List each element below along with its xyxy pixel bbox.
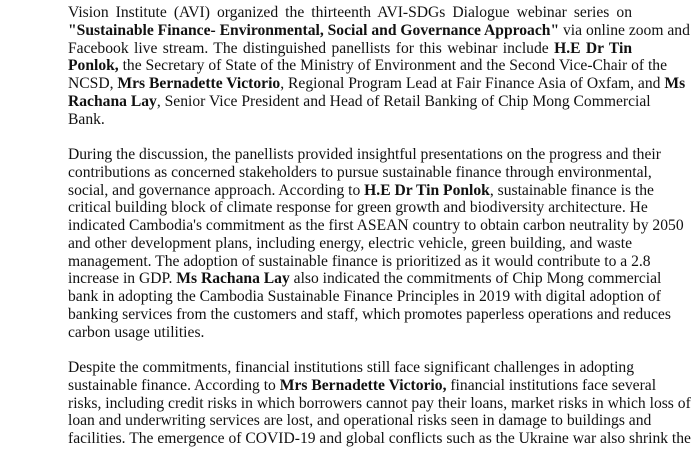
text-line xyxy=(68,111,632,129)
text-segment: facilities. The emergence of COVID-19 and global conflicts such as the Ukraine war also shrink the xyxy=(68,430,691,447)
bold-text: Ponlok, xyxy=(68,57,119,75)
text-segment: risks, including credit risks in which borrowers cannot pay their loans, market risks in which loss of xyxy=(68,394,691,412)
document-body xyxy=(68,4,691,466)
text-segment: via online zoom and xyxy=(559,21,690,39)
text-line xyxy=(68,412,652,430)
text-line xyxy=(68,430,691,448)
text-line xyxy=(68,288,661,306)
text-segment: loan and underwriting services are lost, and operational risks seen in damage to buildings and xyxy=(68,412,652,430)
text-line xyxy=(68,57,668,75)
text-line xyxy=(68,92,651,111)
text-segment: financial institutions face several xyxy=(446,376,657,394)
bold-text: Mrs Bernadette Victorio, xyxy=(279,376,447,394)
bold-text: H.E Dr Tin Ponlok xyxy=(364,181,490,199)
text-segment: increase in GDP. xyxy=(68,270,177,288)
text-line xyxy=(68,181,654,200)
text-segment: , Senior Vice President and Head of Retail Banking of Chip Mong Commercial xyxy=(156,92,651,110)
text-segment: the Secretary of State of the Ministry of Environment and the Second Vice-Chair of the xyxy=(118,57,668,75)
text-segment: social, and governance approach. According to xyxy=(68,181,365,199)
text-line xyxy=(68,4,632,22)
text-line xyxy=(68,217,684,235)
text-segment: management. The adoption of sustainable finance is prioritized as it would contribute to a 2.8 xyxy=(68,252,651,270)
text-line xyxy=(68,376,657,395)
text-line xyxy=(68,199,648,217)
text-line xyxy=(68,40,632,58)
bold-text: Rachana Lay xyxy=(68,92,157,110)
bold-text: "Sustainable Finance- Environmental, Social and Governance Approach" xyxy=(68,21,560,39)
paragraph xyxy=(68,4,690,128)
text-line xyxy=(68,252,651,271)
text-segment: carbon usage utilities. xyxy=(68,323,205,341)
text-line xyxy=(68,235,632,253)
text-segment: Bank. xyxy=(68,110,105,128)
text-segment: During the discussion, the panellists provided insightful presentations on the progress and their xyxy=(68,146,661,163)
text-segment: NCSD, xyxy=(68,75,118,92)
bold-text: Ms xyxy=(664,75,686,92)
text-line xyxy=(68,305,671,324)
text-segment: indicated Cambodia's commitment as the first ASEAN country to obtain carbon neutrality by 2050 xyxy=(68,217,684,234)
text-line xyxy=(68,146,661,164)
text-segment: Vision Institute (AVI) organized the thirteenth AVI-SDGs Dialogue webinar series on xyxy=(68,4,632,21)
text-line xyxy=(68,21,690,40)
text-segment: also indicated the commitments of Chip Mong commercial xyxy=(289,270,662,288)
text-segment: sustainable finance. According to xyxy=(68,376,280,394)
text-segment: banking services from the customers and staff, which promotes paperless operations and reduces xyxy=(68,305,671,323)
text-line xyxy=(68,359,635,377)
text-line xyxy=(68,75,686,93)
text-line xyxy=(68,394,691,413)
bold-text: Ms Rachana Lay xyxy=(176,270,290,288)
text-line xyxy=(68,324,632,342)
text-segment: critical building block of climate response for green growth and biodiversity architecture. He xyxy=(68,199,648,217)
paragraph xyxy=(68,146,684,341)
text-segment: , sustainable finance is the xyxy=(489,181,654,199)
paragraph xyxy=(68,359,691,448)
text-segment: and other development plans, including energy, electric vehicle, green building, and waste xyxy=(68,234,632,252)
text-segment: , Regional Program Lead at Fair Finance Asia of Oxfam, and xyxy=(280,75,665,92)
text-segment: contributions as concerned stakeholders to pursue sustainable finance through environmental, xyxy=(68,163,652,181)
text-line xyxy=(68,270,662,288)
bold-text: Mrs Bernadette Victorio xyxy=(117,75,281,92)
bold-text: H.E Dr Tin xyxy=(554,39,632,57)
text-segment: Despite the commitments, financial institutions still face significant challenges in adopting xyxy=(68,359,635,376)
text-segment: Facebook live stream. The distinguished panellists for this webinar include xyxy=(68,39,555,57)
text-segment: bank in adopting the Cambodia Sustainable Finance Principles in 2019 with digital adoption of xyxy=(68,288,661,305)
text-line xyxy=(68,163,652,182)
